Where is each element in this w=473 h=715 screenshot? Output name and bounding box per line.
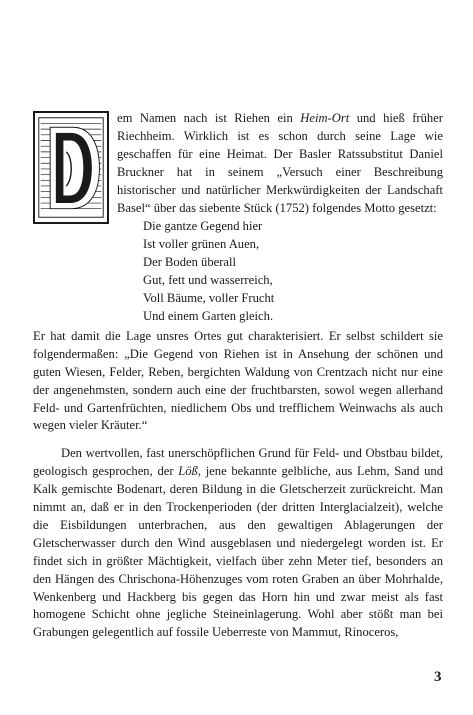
paragraph-loess: [33, 445, 443, 642]
intro-text-rest: und hieß früher Riechheim. Wirklich ist es schon durch seine Lage wie geschaffen für eine Heimat. Der Basler Ratssubstitut Daniel Bruckner hat in seinem „Versuch einer Beschreibung historischer und natürlicher Merkwürdigkeiten der Landschaft Basel“ über das siebente Stück (1752) folgendes Motto gesetzt:: [117, 111, 443, 215]
poem-line: Ist voller grünen Auen,: [143, 237, 260, 252]
page-body: [33, 110, 443, 642]
emphasis-heim-ort: Heim-Ort: [300, 111, 350, 125]
page-number: 3: [434, 669, 442, 685]
poem-line: Gut, fett und wasserreich,: [143, 273, 273, 288]
drop-cap-ornament: [33, 111, 109, 224]
poem-line: Und einem Garten gleich.: [143, 308, 274, 323]
motto-poem: [143, 218, 443, 325]
poem-line: Voll Bäume, voller Frucht: [143, 291, 275, 306]
paragraph-bruckner-quote: Er hat damit die Lage unsres Ortes gut charakterisiert. Er selbst schildert sie folgendermaßen: „Die Gegend von Riehen ist in Ansehung der schönen und guten Wiesen, Felder, Reben, bergichten Waldung von Crentzach nicht nur eine der angenehmsten, sondern auch eine der fruchtbarsten, sowol wegen allerhand Feld- und Gartenfrüchten, niedlichem Obs und trefflichem Weinwachs als auch wegen vieler Kräuter.“: [33, 328, 443, 433]
intro-text-start: em Namen nach ist Riehen ein: [117, 111, 301, 125]
loess-text-start: Den wertvollen, fast unerschöpflichen Grund für Feld- und Obstbau bildet, geologisch gesprochen, der: [33, 446, 443, 479]
emphasis-loess: Löß: [178, 464, 198, 479]
drop-cap-d-icon: [35, 113, 107, 222]
loess-text-rest: , jene bekannte gelbliche, aus Lehm, Sand und Kalk gemischte Bodenart, deren Bildung in die Gletscherzeit zurückreicht. Man nimmt an, daß er in den Trockenperioden (der dritten Interglacialzeit), welche die Eisbildungen unterbrachen, aus den gewaltigen Ablagerungen der Gletscherwasser durch den Wind ausgeblasen und niedergelegt worden ist. Er findet sich in größter Mächtigkeit, vielfach über zehn Meter tief, besonders an den Hängen des Chrischona-Höhenzuges vom roten Graben an über Mohrhalde, Wenkenberg und Hackberg bis gegen das Horn hin und zwar meist als fast homogene Schicht ohne jegliche Steineinlagerung. Wohl aber stößt man bei Grabungen gelegentlich auf fossile Ueberreste von Mammut, Rinoceros,: [33, 464, 443, 640]
poem-line: Der Boden überall: [143, 255, 237, 270]
poem-line: Die gantze Gegend hier: [143, 219, 263, 234]
paragraph-intro: [33, 110, 443, 217]
